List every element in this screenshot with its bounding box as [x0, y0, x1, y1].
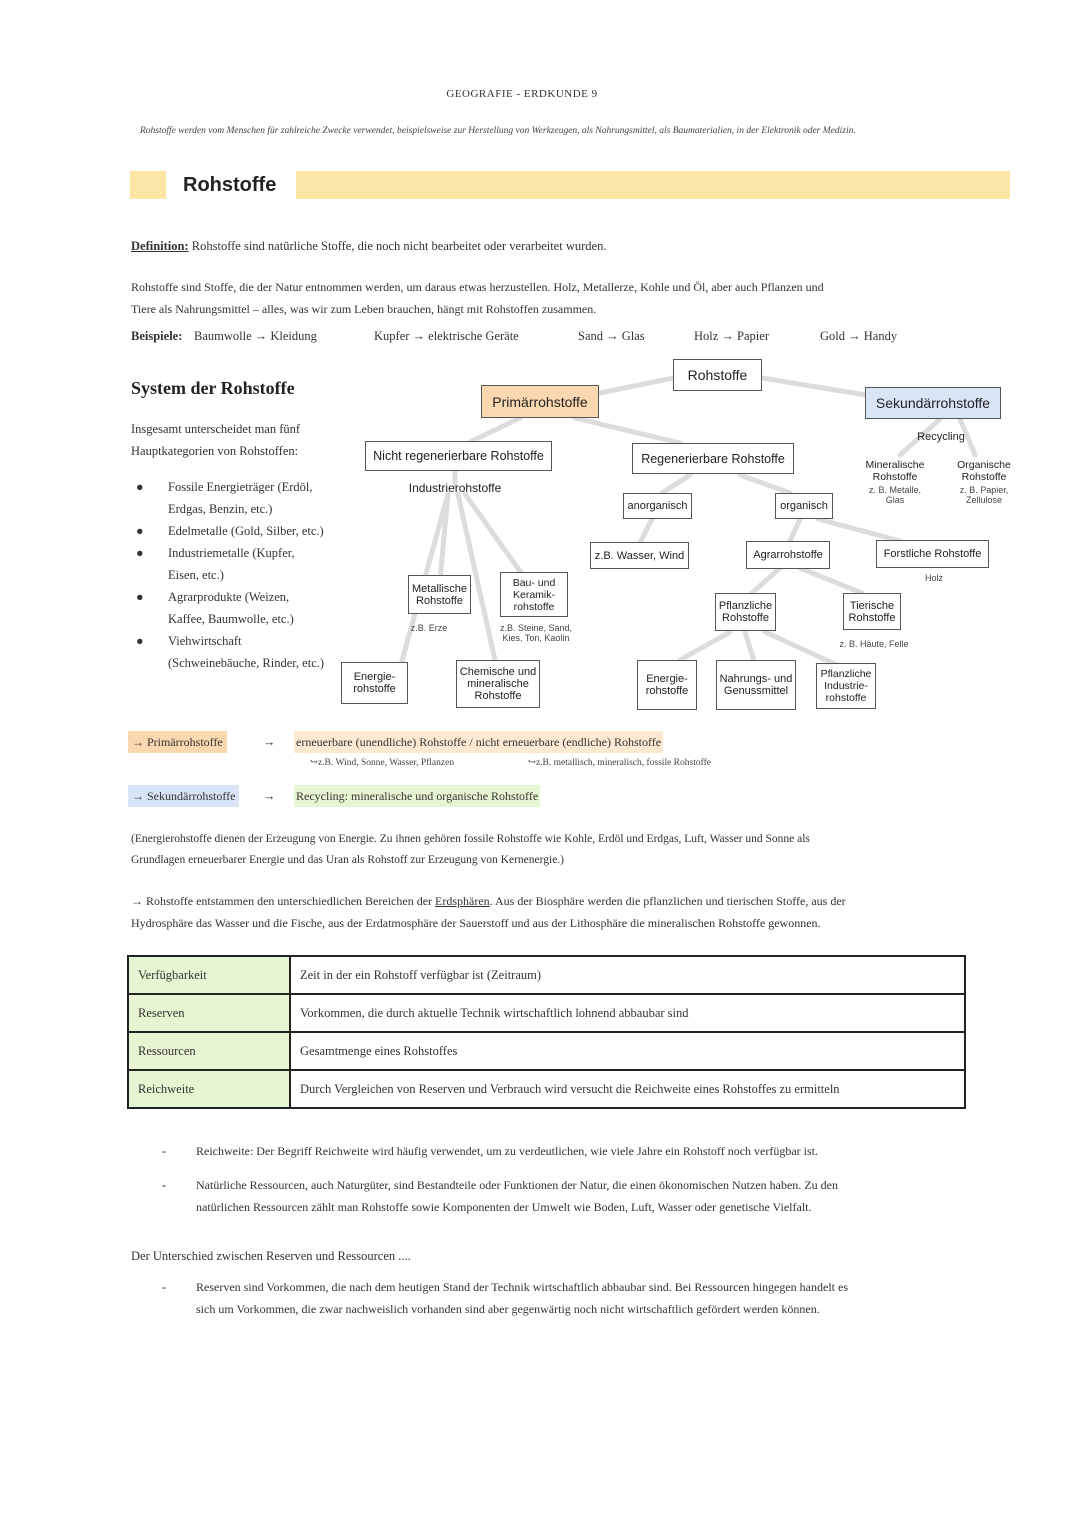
dash-icon: -: [162, 1178, 167, 1192]
table-term: Ressourcen: [128, 1032, 290, 1070]
dash-icon: -: [162, 1144, 167, 1158]
node-nahrungsmittel: Nahrungs- und Genussmittel: [716, 660, 796, 710]
note-papier: [952, 485, 1016, 505]
note-item: [196, 1174, 838, 1218]
spheres-text: Hydrosphäre das Wasser und die Fische, aus der Erdatmosphäre der Sauerstoff und aus der Lithosphäre die mineralischen Rohstoffe gewonnen.: [131, 916, 821, 930]
node-chemische-mineralische: Chemische und mineralische Rohstoffe: [456, 660, 540, 708]
node-tierische: Tierische Rohstoffe: [843, 593, 901, 630]
arrow-icon: →: [263, 735, 276, 749]
legend-primaer-sub1: ↪z.B. Wind, Sonne, Wasser, Pflanzen: [310, 758, 455, 768]
difference-line: sich um Vorkommen, die zwar nachweislich vorhanden sind aber gegenwärtig noch nicht wirtschaftlich gefördert werden können.: [196, 1302, 820, 1316]
list-item-line: Edelmetalle (Gold, Silber, etc.): [168, 524, 324, 538]
note-line: Zellulose: [965, 495, 1003, 505]
node-anorganisch: anorganisch: [623, 493, 692, 519]
legend-sekundaer-label: → Sekundärrohstoffe: [128, 785, 239, 807]
note-haeute: z. B. Häute, Felle: [839, 639, 909, 649]
definition-text: Rohstoffe sind natürliche Stoffe, die noch nicht bearbeitet oder verarbeitet wurden.: [191, 239, 607, 253]
list-item-line: Industriemetalle (Kupfer,: [168, 546, 295, 560]
list-item-line: Viehwirtschaft: [168, 634, 242, 648]
note-line: Kies, Ton, Kaolin: [502, 633, 570, 643]
node-energierohstoffe-1: Energie- rohstoffe: [341, 662, 408, 704]
table-description: Vorkommen, die durch aktuelle Technik wirtschaftlich lohnend abbaubar sind: [290, 994, 965, 1032]
note-holz: Holz: [924, 573, 943, 583]
node-forstliche: Forstliche Rohstoffe: [876, 540, 989, 568]
system-heading: System der Rohstoffe: [131, 378, 295, 398]
table-row: [128, 1070, 965, 1108]
table-row: [128, 994, 965, 1032]
node-energierohstoffe-2: Energie- rohstoffe: [637, 660, 697, 710]
label-industrierohstoffe: Industrierohstoffe: [408, 481, 502, 495]
page-title: Rohstoffe: [183, 174, 277, 196]
spheres-text: . Aus der Biosphäre werden die pflanzlichen und tierischen Stoffe, aus der: [489, 894, 846, 908]
system-intro-line: Hauptkategorien von Rohstoffen:: [131, 444, 299, 458]
node-pflanzliche: Pflanzliche Rohstoffe: [715, 593, 776, 631]
note-steine: [494, 623, 578, 643]
note-line: Glas: [885, 495, 905, 505]
note-line: Natürliche Ressourcen, auch Naturgüter, sind Bestandteile oder Funktionen der Natur, die einen ökonomischen Nutzen haben. Zu den: [196, 1178, 838, 1192]
dash-icon: -: [162, 1280, 167, 1294]
label-organische-sek: Organische Rohstoffe: [957, 459, 1011, 483]
legend-primaer-label: → Primärrohstoffe: [128, 731, 227, 753]
difference-line: Reserven sind Vorkommen, die nach dem heutigen Stand der Technik wirtschaftlich abbaubar sind. Bei Ressourcen hingegen handelt es: [196, 1280, 848, 1294]
list-item-line: Kaffee, Baumwolle, etc.): [168, 612, 294, 626]
node-bau-keramik: Bau- und Keramik- rohstoffe: [500, 572, 568, 617]
paragraph-line: Tiere als Nahrungsmittel – alles, was wir zum Leben brauchen, hängt mit Rohstoffen zusammen.: [131, 302, 597, 316]
note-line: (Energierohstoffe dienen der Erzeugung von Energie. Zu ihnen gehören fossile Rohstoffe wie Kohle, Erdöl und Erdgas, Luft, Wasser und Sonne als: [131, 833, 810, 845]
bullet-icon: ●: [136, 634, 144, 648]
node-regenerierbar: Regenerierbare Rohstoffe: [632, 443, 794, 474]
legend-sekundaer-text: Recycling: mineralische und organische Rohstoffe: [294, 785, 540, 807]
table-term: Reichweite: [128, 1070, 290, 1108]
list-item-line: (Schweinebäuche, Rinder, etc.): [168, 656, 325, 670]
paragraph-line: Rohstoffe sind Stoffe, die der Natur entnommen werden, um daraus etwas herzustellen. Holz, Metallerze, Kohle und Öl, aber auch Pflanzen und: [131, 280, 824, 294]
intro-text: Rohstoffe werden vom Menschen für zahlreiche Zwecke verwendet, beispielsweise zur Herstellung von Werkzeugen, als Nahrungsmittel, als Baumaterialien, in der Elektronik oder Medizin.: [140, 126, 856, 136]
node-nicht-regenerierbar: Nicht regenerierbare Rohstoffe: [365, 441, 552, 471]
table-term: Reserven: [128, 994, 290, 1032]
bullet-icon: ●: [136, 524, 144, 538]
system-intro-line: Insgesamt unterscheidet man fünf: [131, 422, 301, 436]
table-description: Durch Vergleichen von Reserven und Verbrauch wird versucht die Reichweite eines Rohstoffes zu ermitteln: [290, 1070, 965, 1108]
page-header: GEOGRAFIE - ERDKUNDE 9: [446, 88, 598, 100]
note-line: z. B. Metalle,: [868, 485, 922, 495]
node-rohstoffe: Rohstoffe: [673, 359, 762, 391]
spheres-text: → Rohstoffe entstammen den unterschiedlichen Bereichen der: [131, 894, 436, 908]
note-item: Reichweite: Der Begriff Reichweite wird häufig verwendet, um zu verdeutlichen, wie viele Jahre ein Rohstoff noch verfügbar ist.: [196, 1144, 819, 1158]
spheres-paragraph: [131, 890, 846, 934]
definitions-table: [127, 955, 966, 1109]
example-item: Holz → Papier: [694, 329, 769, 343]
node-pflanzliche-industrie: Pflanzliche Industrie- rohstoffe: [816, 663, 876, 709]
bullet-icon: ●: [136, 480, 144, 494]
table-description: Gesamtmenge eines Rohstoffes: [290, 1032, 965, 1070]
difference-heading: Der Unterschied zwischen Reserven und Ressourcen ....: [131, 1249, 411, 1263]
example-item: Kupfer → elektrische Geräte: [374, 329, 519, 343]
note-line: z.B. Steine, Sand,: [499, 623, 573, 633]
legend-primaer-sub2: ↪z.B. metallisch, mineralisch, fossile Rohstoffe: [528, 758, 711, 768]
node-agrarrohstoffe: Agrarrohstoffe: [746, 541, 830, 569]
legend-primaer-text: erneuerbare (unendliche) Rohstoffe / nicht erneuerbare (endliche) Rohstoffe: [294, 731, 663, 753]
table-row: [128, 956, 965, 994]
table-description: Zeit in der ein Rohstoff verfügbar ist (Zeitraum): [290, 956, 965, 994]
label-recycling: Recycling: [917, 431, 965, 443]
example-item: Sand → Glas: [578, 329, 645, 343]
difference-text: [196, 1276, 848, 1320]
examples-label: Beispiele:: [131, 329, 183, 343]
bullet-icon: ●: [136, 546, 144, 560]
note-line: z. B. Papier,: [959, 485, 1009, 495]
note-metalle-glas: [862, 485, 928, 505]
label-mineralische-sek: Mineralische Rohstoffe: [865, 459, 925, 483]
node-primaerrohstoffe: Primärrohstoffe: [481, 385, 599, 418]
list-item-line: Eisen, etc.): [168, 568, 224, 582]
example-item: Baumwolle → Kleidung: [194, 329, 317, 343]
note-line: Grundlagen erneuerbarer Energie und das Uran als Rohstoff zur Erzeugung von Kernenergie.): [131, 854, 565, 866]
list-item-line: Erdgas, Benzin, etc.): [168, 502, 273, 516]
table-term: Verfügbarkeit: [128, 956, 290, 994]
energy-note: [131, 829, 810, 871]
example-item: Gold → Handy: [820, 329, 898, 343]
table-row: [128, 1032, 965, 1070]
list-item-line: Fossile Energieträger (Erdöl,: [168, 480, 313, 494]
arrow-icon: →: [263, 789, 276, 803]
bullet-icon: ●: [136, 590, 144, 604]
definition-label: Definition:: [131, 239, 189, 253]
node-organisch: organisch: [775, 493, 833, 519]
node-metallische: Metallische Rohstoffe: [408, 575, 471, 614]
node-sekundaerrohstoffe: Sekundärrohstoffe: [865, 387, 1001, 419]
erdsphaeren-term: Erdsphären: [435, 894, 490, 908]
note-erze: z.B. Erze: [410, 623, 448, 633]
note-line: natürlichen Ressourcen zählt man Rohstoffe sowie Komponenten der Umwelt wie Boden, Luft, Wasser oder genetische Vielfalt.: [196, 1200, 812, 1214]
node-wasser-wind: z.B. Wasser, Wind: [590, 542, 689, 569]
list-item-line: Agrarprodukte (Weizen,: [168, 590, 290, 604]
